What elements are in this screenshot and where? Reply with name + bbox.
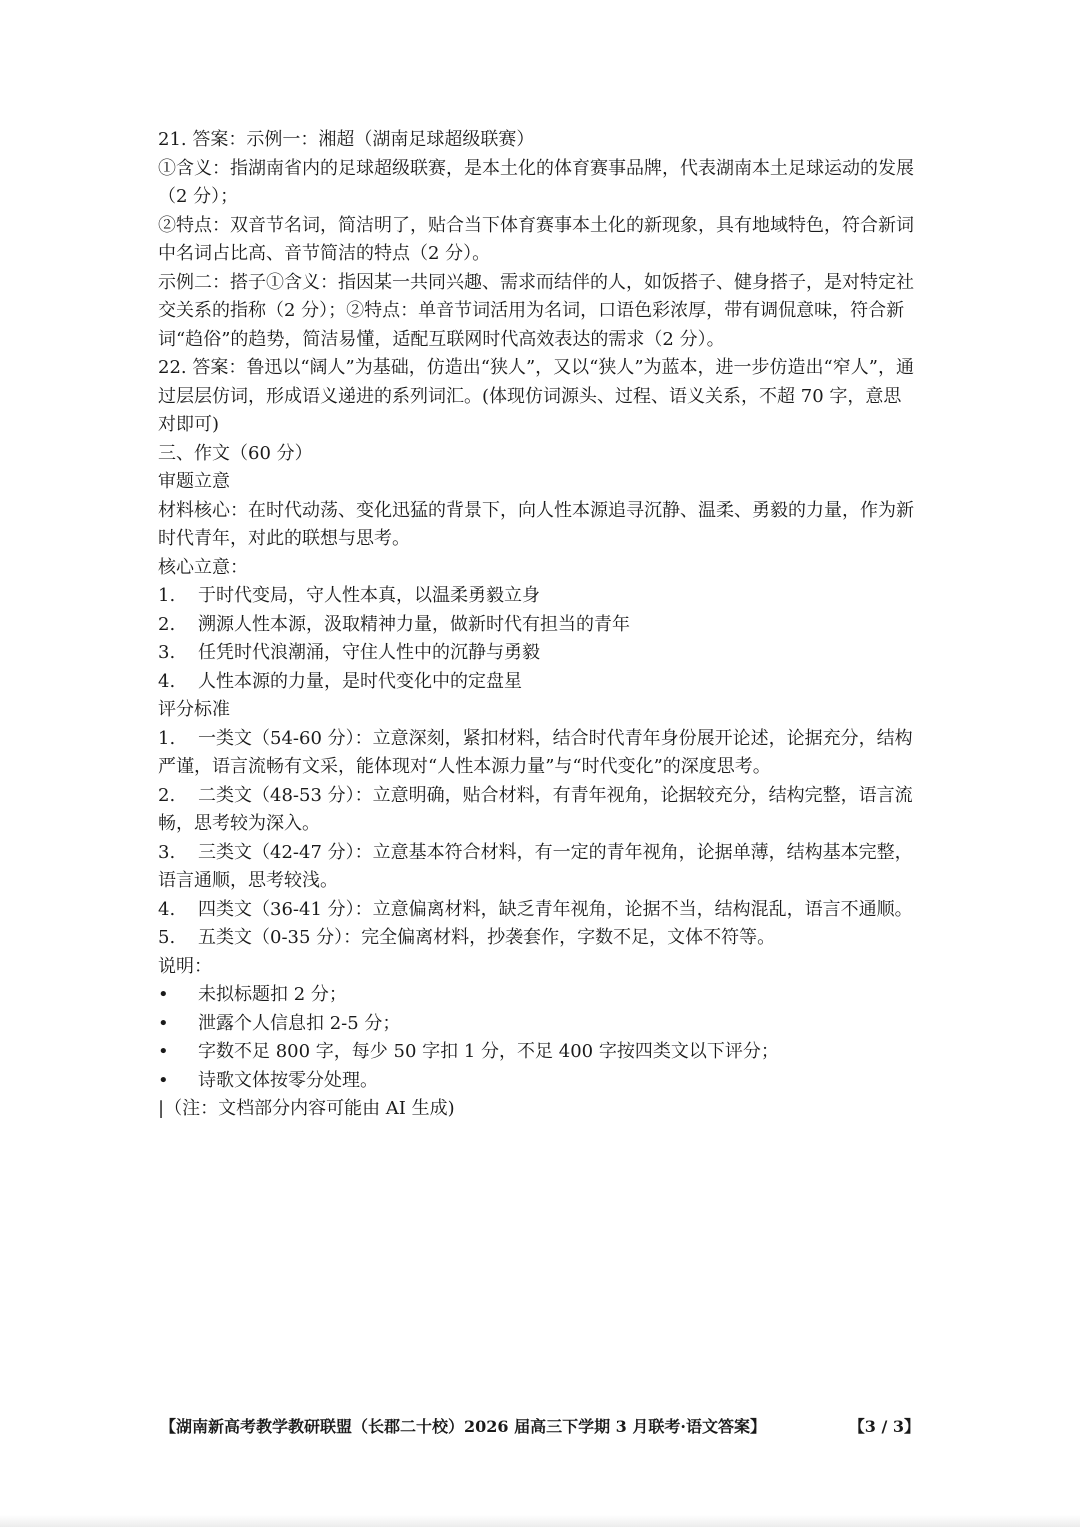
note-item: • 诗歌文体按零分处理。 [158,1067,918,1096]
shenti-label: 审题立意 [158,471,230,492]
footer-page-number: 【3 / 3】 [848,1417,920,1436]
q21-example-two: 示例二：搭子①含义：指因某一共同兴趣、需求而结伴的人，如饭搭子、健身搭子，是对特定社交关系的指称（2 分）；②特点：单音节词活用为名词，口语色彩浓厚，带有调侃意味，符合新词“趋俗”的趋势，简洁易懂，适配互联网时代高效表达的需求（2 分）。 [158,271,914,350]
criteria-item: 4. 四类文（36-41 分）：立意偏离材料，缺乏青年视角，论据不当，结构混乱，语言不通顺。 [158,898,913,920]
answer-content [158,126,918,1124]
page-bottom-edge [0,1515,1080,1527]
note-item: • 字数不足 800 字，每少 50 字扣 1 分，不足 400 字按四类文以下评分； [158,1038,918,1067]
q21-meaning: ①含义：指湖南省内的足球超级联赛，是本土化的体育赛事品牌，代表湖南本土足球运动的发展（2 分）； [158,157,914,207]
idea-item: 2. 溯源人性本源，汲取精神力量，做新时代有担当的青年 [158,613,630,635]
footer-exam-title: 【湖南新高考教学教研联盟（长郡二十校）2026 届高三下学期 3 月联考·语文答案】 [160,1417,766,1436]
bullet-icon: • [158,984,169,1005]
core-idea-label: 核心立意： [158,556,248,578]
q21-feature: ②特点：双音节名词，简洁明了，贴合当下体育赛事本土化的新现象，具有地域特色，符合新词中名词占比高、音节简洁的特点（2 分）。 [158,214,914,264]
criteria-item: 5. 五类文（0-35 分）：完全偏离材料，抄袭套作，字数不足，文体不符等。 [158,927,776,948]
bullet-icon: • [158,1041,169,1062]
q22-answer: 22. 答案：鲁迅以“阔人”为基础，仿造出“狭人”，又以“狭人”为蓝本，进一步仿造出“窄人”，通过层层仿词，形成语义递进的系列词汇。(体现仿词源头、过程、语义关系，不超 70 字，意思对即可) [158,357,914,435]
note-item: • 泄露个人信息扣 2-5 分； [158,1010,918,1039]
bullet-icon: • [158,1069,169,1091]
criteria-item: 2. 二类文（48-53 分）：立意明确，贴合材料，有青年视角，论据较充分，结构完整，语言流畅，思考较为深入。 [158,784,913,834]
bullet-icon: • [158,1012,169,1034]
idea-item: 3. 任凭时代浪潮涌，守住人性中的沉静与勇毅 [158,642,540,663]
criteria-label: 评分标准 [158,699,230,720]
page-footer [160,1412,920,1442]
idea-item: 1. 于时代变局，守人性本真，以温柔勇毅立身 [158,585,540,606]
criteria-item: 3. 三类文（42-47 分）：立意基本符合材料，有一定的青年视角，论据单薄，结构基本完整，语言通顺，思考较浅。 [158,841,913,891]
idea-item: 4. 人性本源的力量，是时代变化中的定盘星 [158,670,522,692]
section-title: 三、作文（60 分） [158,442,313,464]
note-item: • 未拟标题扣 2 分； [158,981,918,1010]
criteria-item: 1. 一类文（54-60 分）：立意深刻，紧扣材料，结合时代青年身份展开论述，论据充分，结构严谨，语言流畅有文采，能体现对“人性本源力量”与“时代变化”的深度思考。 [158,727,913,777]
q21-heading: 21. 答案：示例一：湘超（湖南足球超级联赛） [158,129,535,150]
core-material: 材料核心：在时代动荡、变化迅猛的背景下，向人性本源追寻沉静、温柔、勇毅的力量，作为新时代青年，对此的联想与思考。 [158,499,914,549]
ai-note: |（注：文档部分内容可能由 AI 生成) [158,1098,455,1119]
notes-label: 说明： [158,955,212,977]
